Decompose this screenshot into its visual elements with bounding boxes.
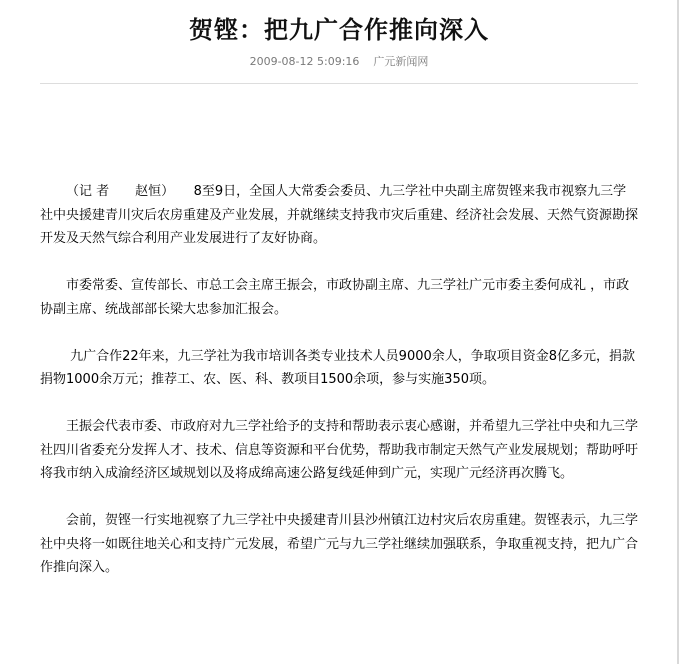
- news-source: 广元新闻网: [373, 55, 429, 68]
- title-divider: [40, 83, 638, 84]
- publish-date: 2009-08-12 5:09:16: [249, 55, 360, 68]
- paragraph-5: 会前，贺铿一行实地视察了九三学社中央援建青川县沙州镇江边村灾后农房重建。贺铿表示，九三学社中央将一如既往地关心和支持广元发展，希望广元与九三学社继续加强联系，争取重视支持，把九广合作推向深入。: [40, 513, 639, 575]
- article-body: [40, 180, 638, 580]
- article: [40, 0, 638, 603]
- paragraph-1: （记 者 赵恒） 8至9日，全国人大常委会委员、九三学社中央副主席贺铿来我市视察九三学社中央援建青川灾后农房重建及产业发展，并就继续支持我市灾后重建、经济社会发展、天然气资源勘探开发及天然气综合利用产业发展进行了友好协商。: [40, 184, 639, 246]
- paragraph-2: 市委常委、宣传部长、市总工会主席王振会，市政协副主席、九三学社广元市委主委何成礼 ，市政协副主席、统战部部长梁大忠参加汇报会。: [40, 278, 630, 317]
- article-title: 贺铿：把九广合作推向深入: [189, 15, 489, 44]
- paragraph-3: 九广合作22年来，九三学社为我市培训各类专业技术人员9000余人，争取项目资金8亿多元，捐款捐物1000余万元；推荐工、农、医、科、教项目1500余项，参与实施350项。: [40, 348, 636, 387]
- paragraph-4: 王振会代表市委、市政府对九三学社给予的支持和帮助表示衷心感谢，并希望九三学社中央和九三学社四川省委充分发挥人才、技术、信息等资源和平台优势，帮助我市制定天然气产业发展规划；帮助呼吁将我市纳入成渝经济区域规划以及将成绵高速公路复线延伸到广元，实现广元经济再次腾飞。: [40, 419, 639, 481]
- article-meta: [40, 55, 638, 69]
